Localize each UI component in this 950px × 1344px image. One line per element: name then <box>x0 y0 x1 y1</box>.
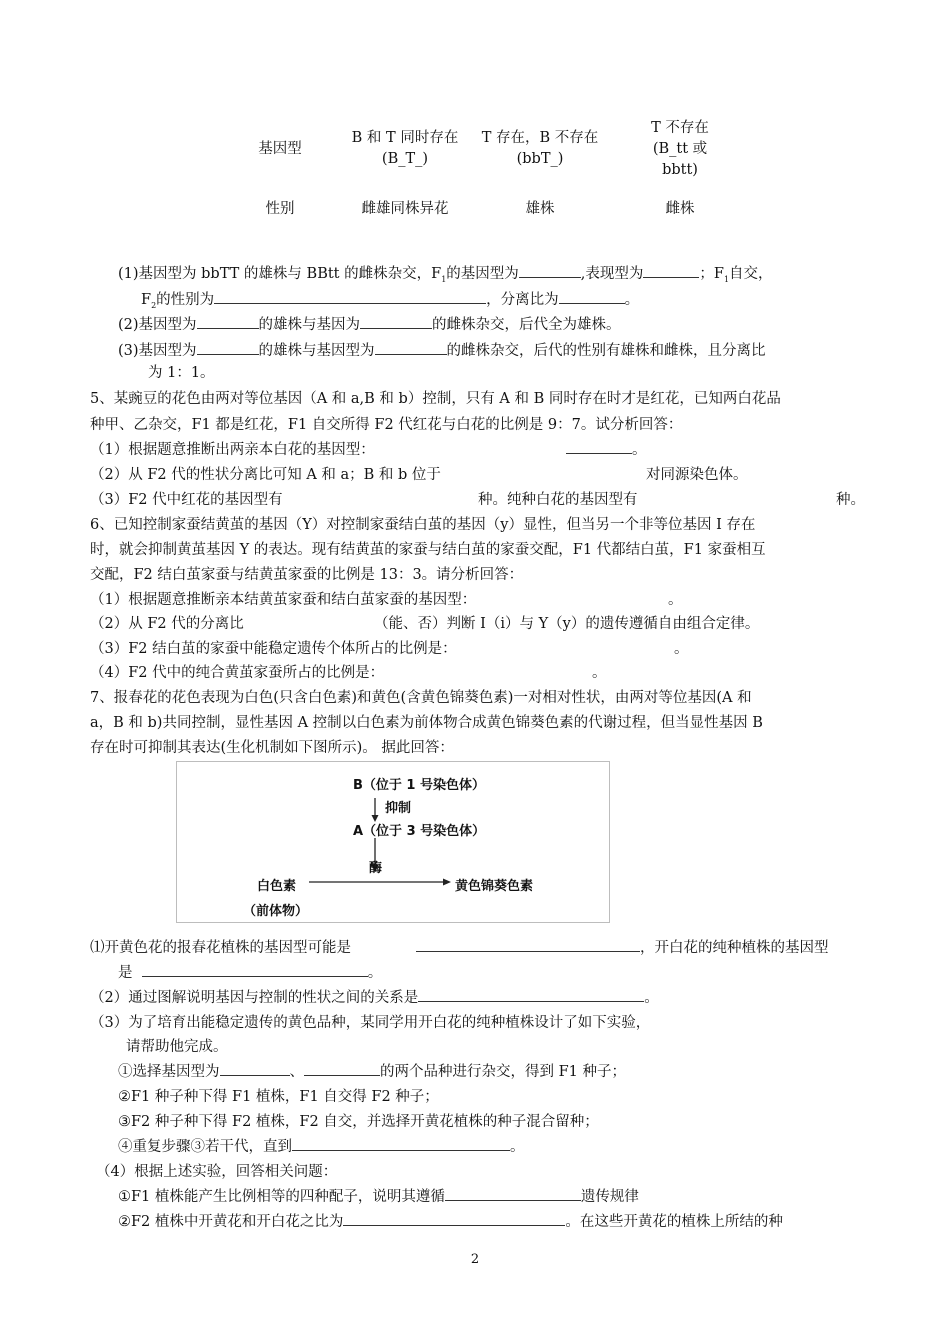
gene-a-label: A（位于 3 号染色体） <box>353 824 486 839</box>
biochemical-pathway-figure <box>176 761 610 923</box>
white-pigment-label: 白色素 <box>257 879 297 894</box>
q6-stem-line2: 时，就会抑制黄茧基因 Y 的表达。现有结黄茧的家蚕与结白茧的家蚕交配，F1 代都结白茧，F1 家蚕相互 <box>90 542 766 558</box>
answer-blank[interactable] <box>519 263 581 278</box>
answer-blank[interactable] <box>416 937 640 952</box>
q7-part4-2: ②F2 植株中开黄花和开白花之比为 。在这些开黄花的植株上所结的种 <box>118 1210 783 1231</box>
q5-part1-answer: 。 <box>566 438 647 459</box>
table-cell-male: 雄株 <box>525 201 555 217</box>
answer-blank[interactable] <box>197 340 259 355</box>
q7-part1: ⑴开黄色花的报春花植株的基因型可能是 <box>90 940 351 956</box>
q4-part3: (3)基因型为 的雄株与基因型为 的雌株杂交，后代的性别有雄株和雌株，且分离比 <box>118 339 766 360</box>
q7-stem-line2: a，B 和 b)共同控制，显性基因 A 控制以白色素为前体物合成黄色锦葵色素的代谢过程，但当显性基因 B <box>90 715 763 731</box>
q6-part3-end: 。 <box>674 641 689 657</box>
q7-step2: ②F1 种子种下得 F1 植株，F1 自交得 F2 种子； <box>118 1089 439 1105</box>
q7-stem-line1: 7、报春花的花色表现为白色(只含白色素)和黄色(含黄色锦葵色素)一对相对性状，由两对等位基因(A 和 <box>90 690 752 706</box>
q7-part4: （4）根据上述实验，回答相关问题： <box>96 1164 338 1180</box>
q7-stem-line3: 存在时可抑制其表达(生化机制如下图所示)。 据此回答： <box>90 740 454 756</box>
q5-part3: （3）F2 代中红花的基因型有 <box>90 492 283 508</box>
answer-blank[interactable] <box>343 1211 565 1226</box>
table-header-sex: 性别 <box>265 201 295 217</box>
answer-blank[interactable] <box>304 1061 380 1076</box>
page-number: 2 <box>470 1252 480 1267</box>
conversion-arrowhead <box>443 879 451 886</box>
q5-part2-end: 对同源染色体。 <box>646 467 748 483</box>
table-cell-monoecious: 雌雄同株异花 <box>361 201 449 217</box>
q6-part1: （1）根据题意推断亲本结黄茧家蚕和结白茧家蚕的基因型： <box>90 592 477 608</box>
table-cell-no-t: T 不存在 (B_tt 或 bbtt) <box>651 120 709 178</box>
q7-part3: （3）为了培育出能稳定遗传的黄色品种，某同学用开白花的纯种植株设计了如下实验， <box>90 1015 651 1031</box>
q6-part4: （4）F2 代中的纯合黄茧家蚕所占的比例是： <box>90 665 385 681</box>
answer-blank[interactable] <box>418 987 644 1002</box>
q4-part1-line1: (1)基因型为 bbTT 的雄株与 BBtt 的雌株杂交，$F_1$的基因型为 ,表现型为 ；$F_1$自交， <box>118 262 773 284</box>
inhibit-label: 抑制 <box>385 801 412 816</box>
answer-blank[interactable] <box>643 263 699 278</box>
q5-stem-line1: 5、某豌豆的花色由两对等位基因（A 和 a,B 和 b）控制，只有 A 和 B 同时存在时才是红花，已知两白花品 <box>90 391 781 407</box>
enzyme-label: 酶 <box>369 861 383 876</box>
q7-step1: ①选择基因型为 、 的两个品种进行杂交，得到 F1 种子； <box>118 1060 626 1081</box>
answer-blank[interactable] <box>566 439 632 454</box>
q6-part3: （3）F2 结白茧的家蚕中能稳定遗传个体所占的比例是： <box>90 641 457 657</box>
q5-part3-mid: 种。纯种白花的基因型有 <box>478 492 638 508</box>
q6-stem-line3: 交配，F2 结白茧家蚕与结黄茧家蚕的比例是 13：3。请分析回答： <box>90 567 524 583</box>
q5-part1: （1）根据题意推断出两亲本白花的基因型： <box>90 442 375 458</box>
q5-part2: （2）从 F2 代的性状分离比可知 A 和 a；B 和 b 位于 <box>90 467 441 483</box>
yellow-pigment-label: 黄色锦葵色素 <box>455 879 534 894</box>
q7-step3: ③F2 种子种下得 F2 植株，F2 自交，并选择开黄花植株的种子混合留种； <box>118 1114 599 1130</box>
answer-blank[interactable] <box>197 314 259 329</box>
q6-part2: （2）从 F2 代的分离比 <box>90 616 244 632</box>
q7-part1-cont: ，开白花的纯种植株的基因型 <box>416 936 829 957</box>
q5-stem-line2: 种甲、乙杂交，F1 都是红花，F1 自交所得 F2 代红花与白花的比例是 9：7。试分析回答： <box>90 417 683 433</box>
answer-blank[interactable] <box>214 289 486 304</box>
q7-step4: ④重复步骤③若干代，直到 。 <box>118 1135 525 1156</box>
table-header-genotype: 基因型 <box>258 141 302 157</box>
q6-stem-line1: 6、已知控制家蚕结黄茧的基因（Y）对控制家蚕结白茧的基因（y）显性，但当另一个非等位基因 I 存在 <box>90 517 756 533</box>
q7-part1-line2: 是 。 <box>118 961 382 982</box>
q7-part3-cont: 请帮助他完成。 <box>126 1039 228 1055</box>
q7-part2: （2）通过图解说明基因与控制的性状之间的关系是 。 <box>90 986 659 1007</box>
q4-part1-line2: $F_2$的性别为 ，分离比为 。 <box>141 288 639 310</box>
q6-part1-end: 。 <box>668 592 683 608</box>
q6-part4-end: 。 <box>592 665 607 681</box>
answer-blank[interactable] <box>445 1186 581 1201</box>
q4-part2: (2)基因型为 的雄株与基因为 的雌株杂交，后代全为雄株。 <box>118 313 621 334</box>
gene-b-label: B（位于 1 号染色体） <box>353 778 486 793</box>
precursor-label: （前体物） <box>243 904 309 919</box>
answer-blank[interactable] <box>559 289 625 304</box>
answer-blank[interactable] <box>142 962 368 977</box>
q5-part3-end: 种。 <box>836 492 865 508</box>
table-cell-t-only: T 存在，B 不存在 (bbT_) <box>481 130 599 167</box>
q7-part4-1: ①F1 植株能产生比例相等的四种配子，说明其遵循 遗传规律 <box>118 1185 639 1206</box>
answer-blank[interactable] <box>375 340 447 355</box>
answer-blank[interactable] <box>360 314 432 329</box>
table-cell-female: 雌株 <box>665 201 695 217</box>
q6-part2-mid: （能、否）判断 I（i）与 Y（y）的遗传遵循自由组合定律。 <box>374 616 760 632</box>
answer-blank[interactable] <box>220 1061 290 1076</box>
table-cell-bt-both: B 和 T 同时存在 (B_T_) <box>351 130 459 167</box>
q4-part3-cont: 为 1：1。 <box>148 365 215 381</box>
answer-blank[interactable] <box>292 1136 510 1151</box>
